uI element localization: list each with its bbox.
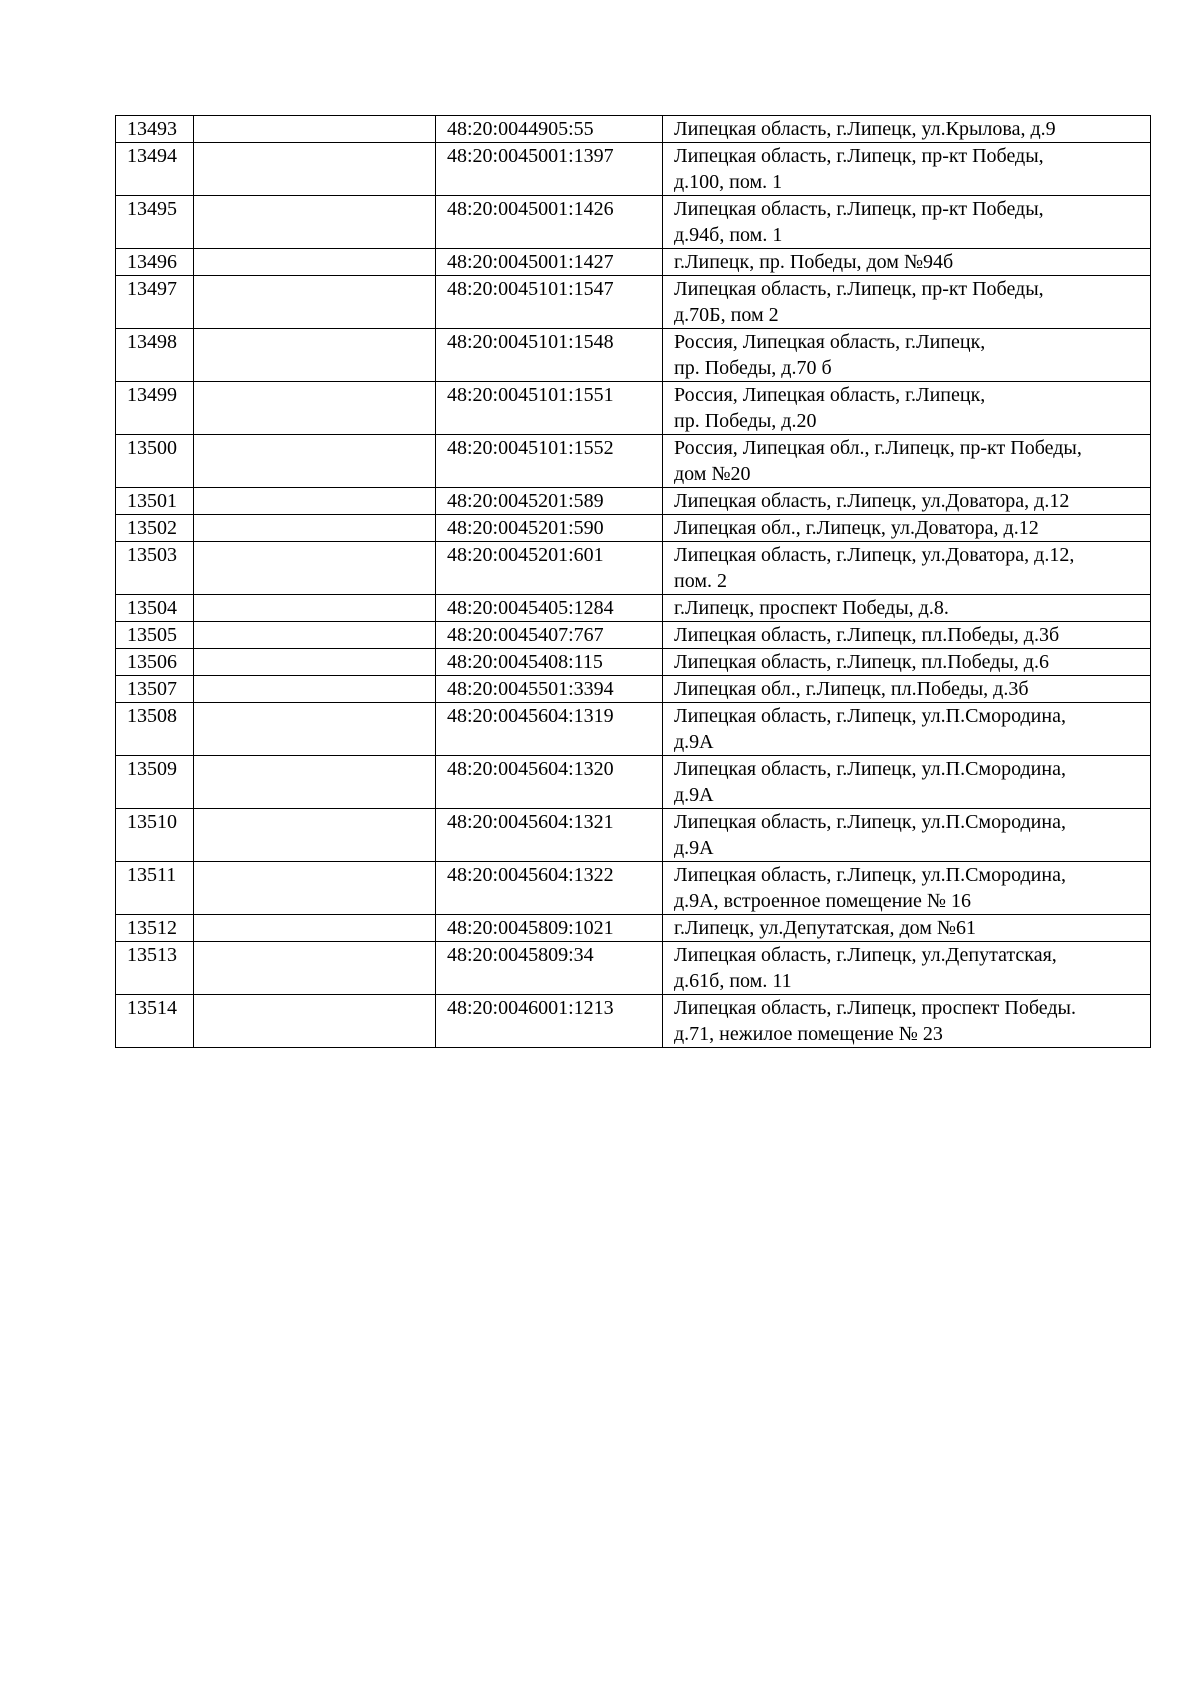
row-number-cell: 13497 (116, 276, 194, 329)
address-cell: Липецкая область, г.Липецк, ул.П.Смородина, д.9А (663, 809, 1151, 862)
owner-cell (194, 595, 436, 622)
document-page (115, 115, 1150, 1048)
cadastral-number-cell: 48:20:0045809:34 (436, 942, 663, 995)
row-number-cell: 13493 (116, 116, 194, 143)
cadastral-number-cell: 48:20:0045201:589 (436, 488, 663, 515)
row-number-cell: 13501 (116, 488, 194, 515)
owner-cell (194, 382, 436, 435)
cadastral-number-cell: 48:20:0045405:1284 (436, 595, 663, 622)
owner-cell (194, 703, 436, 756)
owner-cell (194, 116, 436, 143)
row-number-cell: 13506 (116, 649, 194, 676)
row-number-cell: 13512 (116, 915, 194, 942)
row-number-cell: 13514 (116, 995, 194, 1048)
owner-cell (194, 622, 436, 649)
address-cell: Липецкая область, г.Липецк, пл.Победы, д.6 (663, 649, 1151, 676)
table-row (116, 649, 1151, 676)
address-cell: Липецкая область, г.Липецк, проспект Победы. д.71, нежилое помещение № 23 (663, 995, 1151, 1048)
row-number-cell: 13503 (116, 542, 194, 595)
cadastral-number-cell: 48:20:0045408:115 (436, 649, 663, 676)
table-row (116, 703, 1151, 756)
address-cell: Липецкая область, г.Липецк, пр-кт Победы, д.94б, пом. 1 (663, 196, 1151, 249)
address-cell: Липецкая область, г.Липецк, пр-кт Победы, д.100, пом. 1 (663, 143, 1151, 196)
cadastral-number-cell: 48:20:0045407:767 (436, 622, 663, 649)
address-cell: Липецкая область, г.Липецк, ул.П.Смородина, д.9А (663, 756, 1151, 809)
row-number-cell: 13511 (116, 862, 194, 915)
row-number-cell: 13510 (116, 809, 194, 862)
row-number-cell: 13508 (116, 703, 194, 756)
cadastral-number-cell: 48:20:0045101:1552 (436, 435, 663, 488)
cadastral-number-cell: 48:20:0045604:1322 (436, 862, 663, 915)
cadastral-number-cell: 48:20:0045604:1319 (436, 703, 663, 756)
table-row (116, 915, 1151, 942)
table-row (116, 995, 1151, 1048)
cadastral-number-cell: 48:20:0045809:1021 (436, 915, 663, 942)
owner-cell (194, 809, 436, 862)
address-cell: Липецкая область, г.Липецк, ул.Доватора, д.12 (663, 488, 1151, 515)
owner-cell (194, 196, 436, 249)
address-cell: Липецкая область, г.Липецк, пр-кт Победы, д.70Б, пом 2 (663, 276, 1151, 329)
owner-cell (194, 488, 436, 515)
row-number-cell: 13513 (116, 942, 194, 995)
row-number-cell: 13496 (116, 249, 194, 276)
owner-cell (194, 676, 436, 703)
row-number-cell: 13498 (116, 329, 194, 382)
row-number-cell: 13495 (116, 196, 194, 249)
row-number-cell: 13507 (116, 676, 194, 703)
owner-cell (194, 942, 436, 995)
owner-cell (194, 915, 436, 942)
table-row (116, 542, 1151, 595)
row-number-cell: 13502 (116, 515, 194, 542)
cadastral-number-cell: 48:20:0045001:1397 (436, 143, 663, 196)
owner-cell (194, 862, 436, 915)
table-row (116, 196, 1151, 249)
owner-cell (194, 756, 436, 809)
table-row (116, 329, 1151, 382)
owner-cell (194, 649, 436, 676)
table-row (116, 676, 1151, 703)
owner-cell (194, 435, 436, 488)
cadastral-number-cell: 48:20:0045201:590 (436, 515, 663, 542)
table-row (116, 276, 1151, 329)
table-row (116, 143, 1151, 196)
table-row (116, 382, 1151, 435)
cadastral-number-cell: 48:20:0045604:1320 (436, 756, 663, 809)
cadastral-number-cell: 48:20:0045501:3394 (436, 676, 663, 703)
address-cell: Россия, Липецкая область, г.Липецк, пр. Победы, д.20 (663, 382, 1151, 435)
cadastral-number-cell: 48:20:0045201:601 (436, 542, 663, 595)
address-cell: Липецкая область, г.Липецк, ул.Доватора, д.12, пом. 2 (663, 542, 1151, 595)
owner-cell (194, 276, 436, 329)
address-cell: Россия, Липецкая область, г.Липецк, пр. Победы, д.70 б (663, 329, 1151, 382)
row-number-cell: 13509 (116, 756, 194, 809)
address-cell: г.Липецк, пр. Победы, дом №94б (663, 249, 1151, 276)
table-row (116, 116, 1151, 143)
cadastral-number-cell: 48:20:0044905:55 (436, 116, 663, 143)
row-number-cell: 13499 (116, 382, 194, 435)
row-number-cell: 13504 (116, 595, 194, 622)
cadastral-number-cell: 48:20:0046001:1213 (436, 995, 663, 1048)
address-cell: Липецкая обл., г.Липецк, ул.Доватора, д.12 (663, 515, 1151, 542)
cadastral-number-cell: 48:20:0045101:1548 (436, 329, 663, 382)
owner-cell (194, 249, 436, 276)
table-row (116, 515, 1151, 542)
table-row (116, 622, 1151, 649)
table-row (116, 756, 1151, 809)
owner-cell (194, 515, 436, 542)
address-cell: Липецкая обл., г.Липецк, пл.Победы, д.3б (663, 676, 1151, 703)
owner-cell (194, 143, 436, 196)
row-number-cell: 13500 (116, 435, 194, 488)
table-row (116, 435, 1151, 488)
owner-cell (194, 995, 436, 1048)
owner-cell (194, 542, 436, 595)
cadastral-number-cell: 48:20:0045101:1547 (436, 276, 663, 329)
address-cell: Липецкая область, г.Липецк, пл.Победы, д.3б (663, 622, 1151, 649)
table-row (116, 809, 1151, 862)
table-row (116, 595, 1151, 622)
property-registry-table (115, 115, 1151, 1048)
address-cell: г.Липецк, проспект Победы, д.8. (663, 595, 1151, 622)
address-cell: г.Липецк, ул.Депутатская, дом №61 (663, 915, 1151, 942)
cadastral-number-cell: 48:20:0045001:1426 (436, 196, 663, 249)
row-number-cell: 13505 (116, 622, 194, 649)
cadastral-number-cell: 48:20:0045604:1321 (436, 809, 663, 862)
address-cell: Липецкая область, г.Липецк, ул.Крылова, д.9 (663, 116, 1151, 143)
cadastral-number-cell: 48:20:0045101:1551 (436, 382, 663, 435)
row-number-cell: 13494 (116, 143, 194, 196)
table-row (116, 249, 1151, 276)
registry-table-body (116, 116, 1151, 1048)
cadastral-number-cell: 48:20:0045001:1427 (436, 249, 663, 276)
address-cell: Липецкая область, г.Липецк, ул.П.Смородина, д.9А, встроенное помещение № 16 (663, 862, 1151, 915)
table-row (116, 942, 1151, 995)
address-cell: Липецкая область, г.Липецк, ул.П.Смородина, д.9А (663, 703, 1151, 756)
table-row (116, 862, 1151, 915)
owner-cell (194, 329, 436, 382)
address-cell: Россия, Липецкая обл., г.Липецк, пр-кт Победы, дом №20 (663, 435, 1151, 488)
table-row (116, 488, 1151, 515)
address-cell: Липецкая область, г.Липецк, ул.Депутатская, д.61б, пом. 11 (663, 942, 1151, 995)
